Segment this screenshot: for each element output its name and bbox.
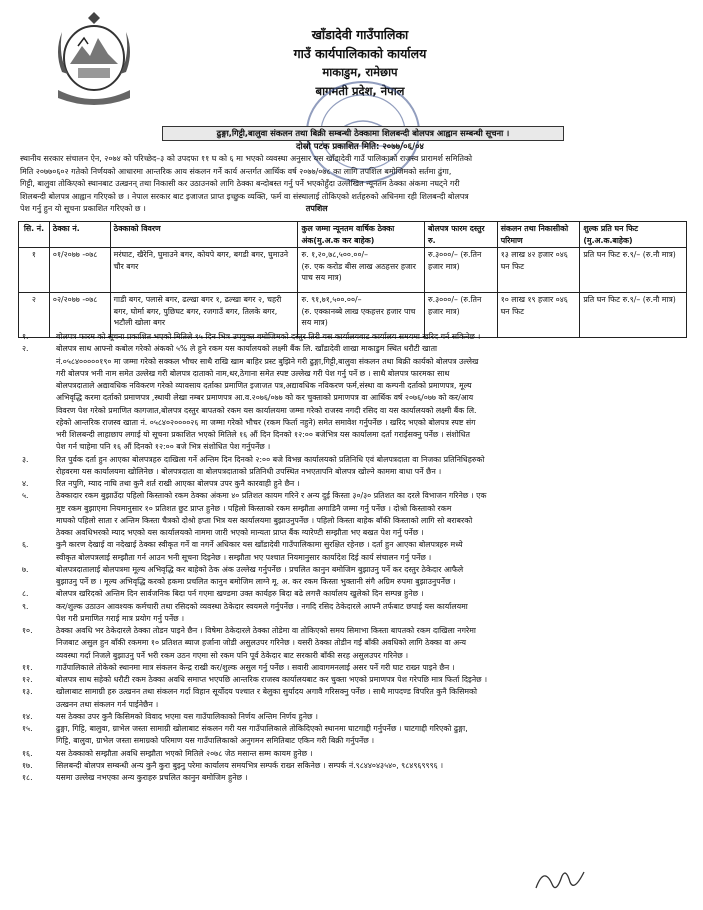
condition-item — [18, 588, 688, 600]
condition-line: बोलपत्रदातालाई बोलपत्रमा मूल्य अभिवृद्धि कर बाहेको ठेक अंक उल्लेख गर्नुपर्नेछ । प्रचलित कानुन बमोजिम बुझाउनु पर्ने कर दस्तुर ठेकेदार आफैले — [56, 564, 464, 574]
header-contract-no: ठेक्का नं. — [49, 222, 110, 248]
condition-line: अभिवृद्धि करमा दर्ताको प्रमाणपत्र ,स्थायी लेखा नम्बर प्रमाणपत्र आ.व.२०७६/०७७ को कर चुक्ताको प्रमाणपत्र वा आर्थिक वर्ष २०७६/०७७ को कर/आय — [56, 393, 474, 403]
cell-form-fee: रु.३०००/– (रु.तिन हजार मात्र) — [424, 248, 497, 293]
condition-number: १६. — [22, 748, 33, 758]
condition-number: ६. — [22, 540, 29, 550]
condition-item — [18, 723, 688, 748]
condition-line: मुष्ट रकम बुझाएमा नियमानुसार १० प्रतिशत छुट प्राप्त हुनेछ । पहिलो किस्ताको रकम सम्झौता अगाडिनै जम्मा गर्नु पर्नेछ । दोश्रो किस्ताको रकम — [56, 503, 452, 513]
notice-title: ढुङ्गा,गिट्टी,बालुवा संकलन तथा बिक्री सम्बन्धी ठेक्कामा शिलबन्दी बोलपत्र आह्वान सम्बन्धी सूचना । — [162, 126, 564, 141]
condition-line: रित पुर्वक दर्ता हुन आएका बोलपत्रहरु दाखिला गर्ने अन्तिम दिन दिनको २:०० बजे विभन्न कार्यालयको प्रतिनिधि एवं बोलपत्रदाता वा निजका प्रतिनिधिहरुको — [56, 454, 485, 464]
intro-paragraph — [20, 153, 688, 216]
header-form-fee: बोलपत्र फारम दस्तुर रु. — [424, 222, 497, 248]
condition-line: व्यवस्था गर्दा निजले बुझाउनु पर्ने भरी रकम उठन गएमा सो रकम पनि पूर्व ठेकेदार बाट सरकारी बाँकी सरह असुलउपर गरिनेछ । — [56, 650, 409, 660]
condition-line: भरी शिलबन्दी लाहाछाप लगाई यो सूचना प्रकाशित भएको मितिले १६ औं दिन दिनको १२:०० बजेभित्र यस कार्यालमा दर्ता गराईसक्नु पर्नेछ । संशोधित — [56, 430, 470, 439]
condition-number: १. — [22, 332, 29, 341]
header-rate: शुल्क प्रति घन फिट (मु.अ.क.बाहेक) — [580, 222, 687, 248]
condition-number: ९. — [22, 601, 29, 611]
condition-item — [18, 772, 688, 784]
cell-serial: २ — [19, 293, 50, 338]
condition-line: कर/शुल्क उठाउन आवश्यक कर्मचारी तथा रसिदको व्यवस्था ठेकेदार स्वयमले गर्नुपर्नेछ । नगदि रसिद ठेकेदारले आफ्नै तर्फबाट छपाई यस कार्यालयमा — [56, 601, 468, 611]
condition-number: १७. — [22, 760, 33, 770]
table-row — [19, 248, 687, 293]
condition-item — [18, 564, 688, 589]
condition-item — [18, 686, 688, 711]
cell-description: गाडी बगर, पलासे बगर, ढल्खा बगर १, ढल्खा बगर २, चहरी बगर, घोर्मा बगर, पुछिघट बगर, रजगाउँ बगर, तिलके बगर, भटौली खोला बगर — [110, 293, 298, 338]
office-subtitle: गाउँ कार्यपालिकाको कार्यालय — [293, 46, 427, 61]
condition-line: पेश गरी प्रमाणित गराई मात्र प्रयोग गर्नु पर्नेछ । — [56, 613, 185, 623]
condition-line: स्वीकृत बोलपत्रलाई सम्झौता गर्न आउन भनी सूचना दिइनेछ । सम्झौता भए पश्चात नियमानुसार कार्यादेश दिई कार्य संचालन गर्नु पर्नेछ । — [56, 552, 432, 562]
table-header-row — [19, 222, 687, 248]
condition-item — [18, 343, 688, 453]
cell-rate: प्रति घन फिट रु.९/– (रु.नौ मात्र) — [580, 293, 687, 338]
condition-line: यस ठेक्का उपर कुनै किसिमको विवाद भएमा यस गाउँपालिकाको निर्णय अन्तिम निर्णय हुनेछ । — [56, 711, 318, 721]
condition-line: बुझाउनु पर्ने छ । मूल्य अभिवृद्धि करको हकमा प्रचलित कानुन बमोजिम लाग्ने मू. अ. कर रकम किस्ता भुक्तानी संगै अग्रिम रुपमा बुझाउनुपर्नेछ । — [56, 577, 456, 586]
office-province: बागमती प्रदेश, नेपाल — [315, 84, 405, 98]
office-location: माकाडुम, रामेछाप — [322, 65, 398, 79]
condition-line: रोहवरमा यस कार्यालयमा खोलिनेछ । बोलपत्रदाता वा बोलपत्रदाताको प्रतिनिधी उपस्थित नभएतापनि बोलपत्र खोल्ने काममा बाधा पर्ने छैन । — [56, 466, 442, 476]
condition-line: ढुङ्गा, गिट्टि, बालुवा, ग्राभेल जस्ता सामाग्री खोलाबाट संकलन गरी यस गाउँपालिकाले तोकिदिएको स्थानमा घाटगाद्दी गर्नुपर्नेछ । घाटगाद्दी गरिएको ढुङ्गा, — [56, 724, 468, 733]
condition-line: ठेक्कादार रकम बुझाउँदा पहिलो किस्ताको रकम ठेक्का अंकमा ४० प्रतिशत कायम गरिने र अन्य दुई किस्ता ३०/३० प्रतिशत का दरले विभाजन गरिनेछ । एक — [56, 491, 487, 501]
condition-line: माघको पहिलो साता र अन्तिम किस्ता चैत्रको दोश्रो हप्ता भित्र यस कार्यालयमा बुझाउनुपर्नेछ । पहिलो किस्ता बाहेक बाँकी किस्ताको लागि सो बराबरको — [56, 515, 473, 525]
condition-number: ५. — [22, 491, 29, 501]
condition-line: ठेक्का अवधि भर ठेकेदारले ठेक्का तोडन पाइने छैन । विषेमा ठेकेदारले ठेक्का तोडेमा वा तोकिएको समय सिमाभा किस्ता बापतको रकम दाखिला नगरेमा — [56, 626, 476, 635]
intro-line: स्थानीय सरकार संचालन ऐन, २०७४ को परिच्छेद–३ को उपदफा ११ घ को ६ मा भएको व्यवस्था अनुसार यस खाँडादेवी गाउँ पालिकाको राजस्व प्रारामर्श समितिको — [20, 154, 473, 163]
condition-line: रित नपुगि, म्याद नाघि तथा कुनै शर्त राखी आएका बोलपत्र उपर कुनै कारवाही हुने छैन । — [56, 479, 300, 488]
condition-number: १४. — [22, 711, 33, 721]
condition-number: १२. — [22, 675, 33, 684]
amount-figure: रु. ९१,७१,५००.००/– — [301, 295, 362, 304]
cell-contract-no: ०१/२०७७ -०७८ — [49, 248, 110, 293]
amount-words: (रु. एक करोड बीस लाख अठहत्तर हजार पाच सय मात्र) — [301, 261, 416, 282]
condition-line: कुनै कारण देखाई वा नदेखाई ठेक्का स्वीकृत गर्ने वा नगर्ने अधिकार यस खाँडादेवी गाउँपालिकामा सुरक्षित रहेनछ । दर्ता हुन आएका बोलपत्रहरु मध्ये — [56, 540, 463, 550]
cell-quantity: १० लाख १९ हजार ०४६ घन फिट — [497, 293, 580, 338]
header-description: ठेक्काको विवरण — [110, 222, 298, 248]
condition-number: ११. — [22, 662, 33, 672]
intro-line: मिति २०७७०६०२ गतेको निर्णयको आधारमा आन्तरिक आय संकलन गर्ने कार्य अन्तर्गत आर्थिक वर्ष २०७७/०७८ का लागि तपशिल बमोजिमको सर्तमा ढुंगा, — [20, 166, 452, 176]
cell-rate: प्रति घन फिट रु.९/– (रु.नौ मात्र) — [580, 248, 687, 293]
condition-line: विवरण पेश गरेको प्रमाणित कागजात,बोलपत्र दस्तुर बापतको रकम यस कार्यालयमा जम्मा गरेको राजस्व नगदी रसिद वा यस कार्यालयको लक्ष्मी बैंक लि. — [56, 405, 477, 415]
condition-item — [18, 674, 688, 686]
condition-item — [18, 748, 688, 760]
header-serial: सि. नं. — [19, 222, 50, 248]
condition-line: बोलपत्रदाताले अद्यावधिक नविकरण गरेको व्यावसाय दर्ताका प्रमाणित इजाजत पत्र,अद्यावधिक नविकरण फर्म,संस्था वा कम्पनी दर्ताको प्रमाणपत्र, मूल्य — [56, 381, 472, 390]
condition-line: निजबाट असुल हुन बाँकी रकममा १० प्रतिशत ब्याज हर्जाना जोडी असुलउपर गरिनेछ । यसरी ठेक्का तोडीन गई बाँकी अवधिको लागि ठेक्का वा अन्य — [56, 638, 466, 648]
condition-item — [18, 454, 688, 479]
condition-line: बोलपत्र साथ आफ्नो कबोल गरेको अंकको ५% ले हुने रकम यस कार्यालयको लक्ष्मी बैंक लि. खाँडादेवी शाखा माकाडुम स्थित धरौटी खाता — [56, 344, 438, 354]
condition-number: २. — [22, 344, 29, 354]
cell-quantity: १३ लाख ४२ हजार ०४६ घन फिट — [497, 248, 580, 293]
cell-contract-no: ०२/२०७७ -०७८ — [49, 293, 110, 338]
contract-details-table — [18, 221, 687, 338]
condition-item — [18, 490, 688, 539]
amount-figure: रु. १,२०,७८,५००.००/– — [301, 250, 369, 259]
condition-number: ७. — [22, 564, 29, 574]
condition-line: बोलपत्र साथ सहेको धरौटी रकम ठेक्का अवधि समाप्त भएपछि आन्तरिक राजस्व कार्यालयबाट कर चुक्ता भएको प्रमाणपत्र पेश गरेपछि मात्र फिर्ता दिइनेछ । — [56, 675, 488, 684]
condition-number: ३. — [22, 454, 29, 464]
intro-line-text: पेश गर्नु हुन यो सूचना प्रकाशित गरिएको छ । — [20, 204, 146, 214]
condition-item — [18, 711, 688, 723]
office-name: खाँडादेवी गाउँपालिका — [311, 27, 409, 42]
government-emblem-logo — [48, 12, 140, 110]
condition-line: यस ठेक्काको सम्झौता अवधि सम्झौता भएको मितिले २०७८ जेठ मसान्त सम्म कायम हुनेछ । — [56, 748, 313, 758]
condition-item — [18, 625, 688, 662]
condition-line: सिलबन्दी बोलपत्र सम्बन्धी अन्य कुनै कुरा बुझ्नु परेमा कार्यालय समयभित्र सम्पर्क राख्न सकिनेछ । सम्पर्क नं.९८४४०४३५४०, ९८४९६९९९६ । — [56, 760, 444, 770]
cell-amount — [298, 248, 425, 293]
condition-line: गाउँपालिकाले तोकेको स्थानमा मात्र संकलन केन्द्र राखी कर/शुल्क असुल गर्नु पर्नेछ । सवारी आवागमनलाई असर पर्ने गरी घाट राख्न पाइने छैन । — [56, 662, 455, 672]
table-caption: तपशिल — [305, 204, 328, 214]
intro-line: शिलबन्दी बोलपत्र आह्वान गरिएको छ । नेपाल सरकार बाट इजाजत प्राप्त इच्छुक व्यक्ति, फर्म वा संस्थालाई तोकिएको शर्तहरुको अधिनमा रही शिलबन्दी बोलपत्र — [20, 191, 469, 201]
condition-line: बोलपत्र खरिदको अन्तिम दिन सार्वजनिक बिदा पर्न गएमा खण्डमा उक्त कार्यहरु बिदा बढे लगत्तै कार्यालय खुलेको दिन सम्पन्न हुनेछ । — [56, 589, 424, 599]
condition-item — [18, 760, 688, 772]
condition-item — [18, 539, 688, 564]
condition-line: उत्खनन तथा संकलन गर्न पाईनेछैन । — [56, 699, 159, 709]
intro-line-last — [20, 203, 688, 216]
condition-number: १३. — [22, 687, 33, 697]
publish-date: दोस्रो पटक प्रकाशित मिति: २०७७/०६/०४ — [296, 142, 424, 152]
header-amount: कुल जम्मा न्यूनतम वार्षिक ठेक्का अंक(मु.अ.क कर बाहेक) — [298, 222, 425, 248]
cell-description: मरंघाट, खैरेनि, घुमाउने बगर, कोयपे बगर, बगडी बगर, घुमाउने चौर बगर — [110, 248, 298, 293]
condition-line: ठेक्का अवधिभरको म्याद भएको यस कार्यालयको नाममा जारी भएको मान्यता प्राप्त बैंक ग्यारेण्टी सम्झौता भए बखत पेश गर्नु पर्नेछ । — [56, 528, 424, 537]
intro-line: गिट्टी, बालुवा तोकिएको स्थानबाट उत्खनन् तथा निकासी कर उठाउनको लागि ठेक्का बन्दोबस्त गर्नु पर्ने भएकोहुँदा उल्लेखित न्यूनतम ठेक्का अंकमा नघट्ने गरी — [20, 179, 460, 189]
handwritten-signature — [530, 862, 590, 898]
condition-number: ४. — [22, 479, 29, 488]
condition-line: खोलाबाट सामाग्री हरु उत्खनन तथा संकलन गर्दा विहान सूर्योदय पश्चात र बेलुका सुर्यादय अगावै गरिसक्नु पर्नेछ । साथै मापदण्ड विपरित कुनै किसिमको — [56, 687, 478, 697]
condition-item — [18, 478, 688, 490]
condition-line: गिट्टि, बालुवा, ग्राभेल जस्ता समाग्रको परिमाण यस गाउँपालिकाको अनुगमन समितिबाट एकिन गरी बिक्री गर्नुपर्नेछ । — [56, 736, 375, 746]
condition-line: यसमा उल्लेख नभएका अन्य कुराहरु प्रचलित कानुन बमोजिम हुनेछ । — [56, 773, 248, 782]
condition-item — [18, 331, 688, 343]
amount-words: (रु. एक्कानब्बे लाख एकहत्तर हजार पाच सय मात्र) — [301, 306, 416, 327]
condition-item — [18, 662, 688, 674]
conditions-list — [18, 331, 688, 784]
cell-form-fee: रु.३०००/– (रु.तिन हजार मात्र) — [424, 293, 497, 338]
condition-number: ८. — [22, 589, 29, 599]
header-quantity: संकलन तथा निकासीको परिमाण — [497, 222, 580, 248]
condition-line: पेश गर्न चाहेमा पनि १६ औं दिनको १२:०० बजे भित्र संशोधित पेश गर्नुपर्नेछ । — [56, 442, 271, 452]
condition-line: गरी बोलपत्र भनी नाम समेत उल्लेख गरी बोलपत्र दाताको नाम,थर,ठेगाना समेत स्पष्ट उल्लेख गरी पेश गर्नु पर्ने छ । साथै बोलपत्र फारमका साथ — [56, 368, 450, 378]
condition-number: १५. — [22, 724, 33, 733]
cell-serial: १ — [19, 248, 50, 293]
condition-number: १०. — [22, 626, 33, 635]
condition-line: नं.०५८४०००००१९० मा जम्मा गरेको सक्कल भौचर साथै राखि खाम बाहिर प्रस्ट बुझिने गरी ढुङ्गा,गिट्टी,बालुवा संकलन तथा बिक्री कार्यको बोलपत्र उल्लेख — [56, 356, 479, 366]
condition-line: बोलपत्र फारम को सूचना प्रकाशित भएको मितिले १५ दिन भित्र उपयुक्त बमोजिमको दस्तुर तिरी यस कार्यालयबाट कार्यालय समयमा खरिद गर्न सकिनेछ । — [56, 332, 481, 341]
condition-number: १८. — [22, 773, 33, 782]
condition-line: रहेको आन्तरिक राजस्व खाता नं. ०५८४०२००००२६ मा जम्मा गरेको भौचर (रकम फिर्ता नहुने) समेत समावेश गर्नुपर्नेछ । खरिद भएको बोलपत्र स्पष्ट संग — [56, 417, 476, 427]
condition-item — [18, 601, 688, 626]
